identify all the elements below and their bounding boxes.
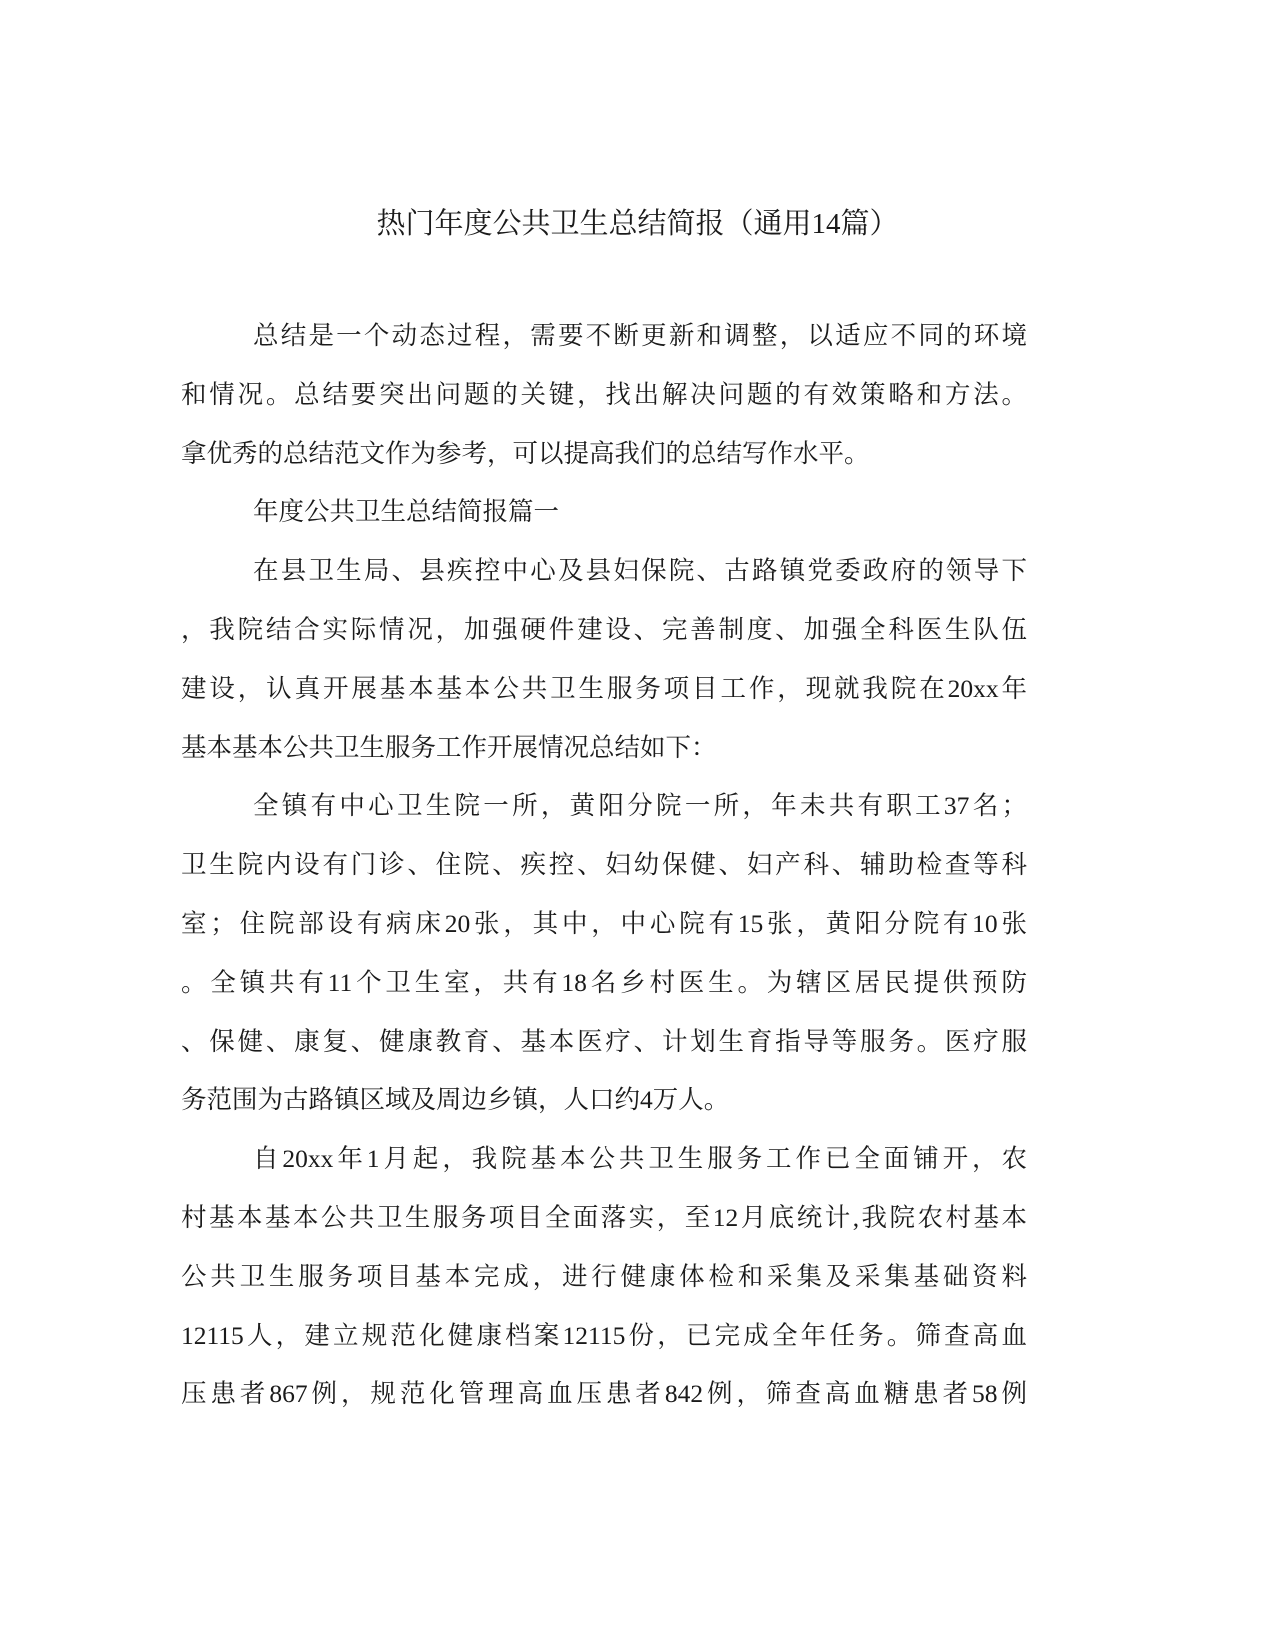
paragraph-line: 。全镇共有11个卫生室，共有18名乡村医生。为辖区居民提供预防 bbox=[181, 967, 1027, 997]
paragraph-line: 总结是一个动态过程，需要不断更新和调整，以适应不同的环境 bbox=[253, 321, 1027, 350]
paragraph-line: 拿优秀的总结范文作为参考，可以提高我们的总结写作水平。 bbox=[181, 438, 870, 468]
paragraph-line: 务范围为古路镇区域及周边乡镇，人口约4万人。 bbox=[181, 1085, 730, 1115]
document-body bbox=[181, 316, 1027, 1433]
paragraph-line: 压患者867例，规范化管理高血压患者842例，筛查高血糖患者58例 bbox=[181, 1379, 1027, 1409]
section-heading: 年度公共卫生总结简报篇一 bbox=[253, 497, 560, 527]
paragraph-line: 在县卫生局、县疾控中心及县妇保院、古路镇党委政府的领导下 bbox=[253, 556, 1027, 586]
paragraph-line: 12115人，建立规范化健康档案12115份，已完成全年任务。筛查高血 bbox=[181, 1320, 1027, 1350]
paragraph-line: 基本基本公共卫生服务工作开展情况总结如下： bbox=[181, 732, 717, 762]
paragraph-line: 自20xx年1月起，我院基本公共卫生服务工作已全面铺开，农 bbox=[253, 1144, 1027, 1174]
paragraph-line: 建设，认真开展基本基本公共卫生服务项目工作，现就我院在20xx年 bbox=[181, 673, 1027, 703]
paragraph-line: 、保健、康复、健康教育、基本医疗、计划生育指导等服务。医疗服 bbox=[181, 1026, 1027, 1056]
paragraph-line: 室；住院部设有病床20张，其中，中心院有15张，黄阳分院有10张 bbox=[181, 908, 1027, 938]
paragraph-line: ，我院结合实际情况，加强硬件建设、完善制度、加强全科医生队伍 bbox=[181, 614, 1027, 644]
paragraph-line: 和情况。总结要突出问题的关键，找出解决问题的有效策略和方法。 bbox=[181, 379, 1027, 409]
paragraph-line: 村基本基本公共卫生服务项目全面落实，至12月底统计,我院农村基本 bbox=[181, 1202, 1027, 1232]
paragraph-line: 公共卫生服务项目基本完成，进行健康体检和采集及采集基础资料 bbox=[181, 1261, 1027, 1291]
document-title: 热门年度公共卫生总结简报（通用14篇） bbox=[376, 208, 899, 240]
paragraph-line: 全镇有中心卫生院一所，黄阳分院一所，年未共有职工37名； bbox=[253, 791, 1027, 821]
paragraph-line: 卫生院内设有门诊、住院、疾控、妇幼保健、妇产科、辅助检查等科 bbox=[181, 850, 1027, 880]
